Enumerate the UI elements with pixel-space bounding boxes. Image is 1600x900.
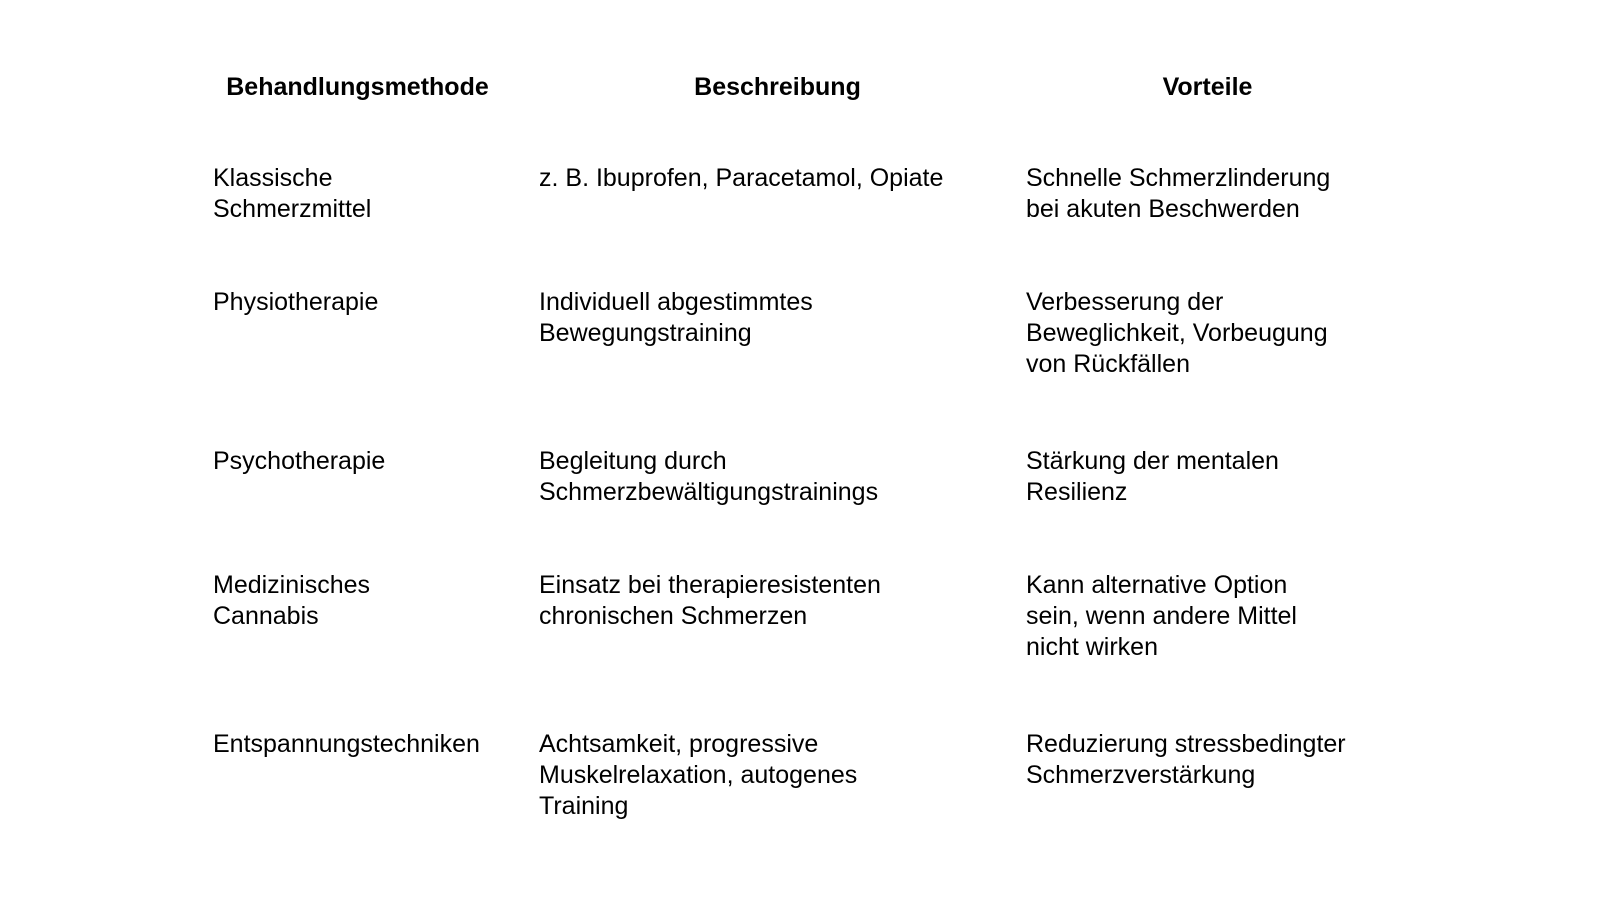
row-5-benefits: Reduzierung stressbedingter Schmerzverstärkung (1026, 730, 1346, 789)
row-4-description: Einsatz bei therapieresistenten chronischen Schmerzen (539, 571, 881, 630)
row-1-benefits: Schnelle Schmerzlinderung bei akuten Beschwerden (1026, 164, 1331, 223)
column-header-method: Behandlungsmethode (226, 73, 489, 101)
column-header-description: Beschreibung (694, 73, 861, 101)
row-1-description: z. B. Ibuprofen, Paracetamol, Opiate (539, 164, 944, 192)
row-2-benefits: Verbesserung der Beweglichkeit, Vorbeugung von Rückfällen (1026, 288, 1328, 378)
row-2-description: Individuell abgestimmtes Bewegungstraining (539, 288, 813, 347)
row-5-method: Entspannungstechniken (213, 730, 480, 758)
row-3-method: Psychotherapie (213, 447, 386, 475)
column-header-benefits: Vorteile (1162, 73, 1253, 101)
row-3-description: Begleitung durch Schmerzbewältigungstrainings (539, 447, 879, 506)
row-3-benefits: Stärkung der mentalen Resilienz (1026, 447, 1279, 506)
row-1-method: Klassische Schmerzmittel (213, 164, 372, 223)
row-4-benefits: Kann alternative Option sein, wenn andere Mittel nicht wirken (1026, 571, 1297, 661)
row-2-method: Physiotherapie (213, 288, 379, 316)
row-5-description: Achtsamkeit, progressive Muskelrelaxation, autogenes Training (539, 730, 858, 820)
row-4-method: Medizinisches Cannabis (213, 571, 371, 630)
